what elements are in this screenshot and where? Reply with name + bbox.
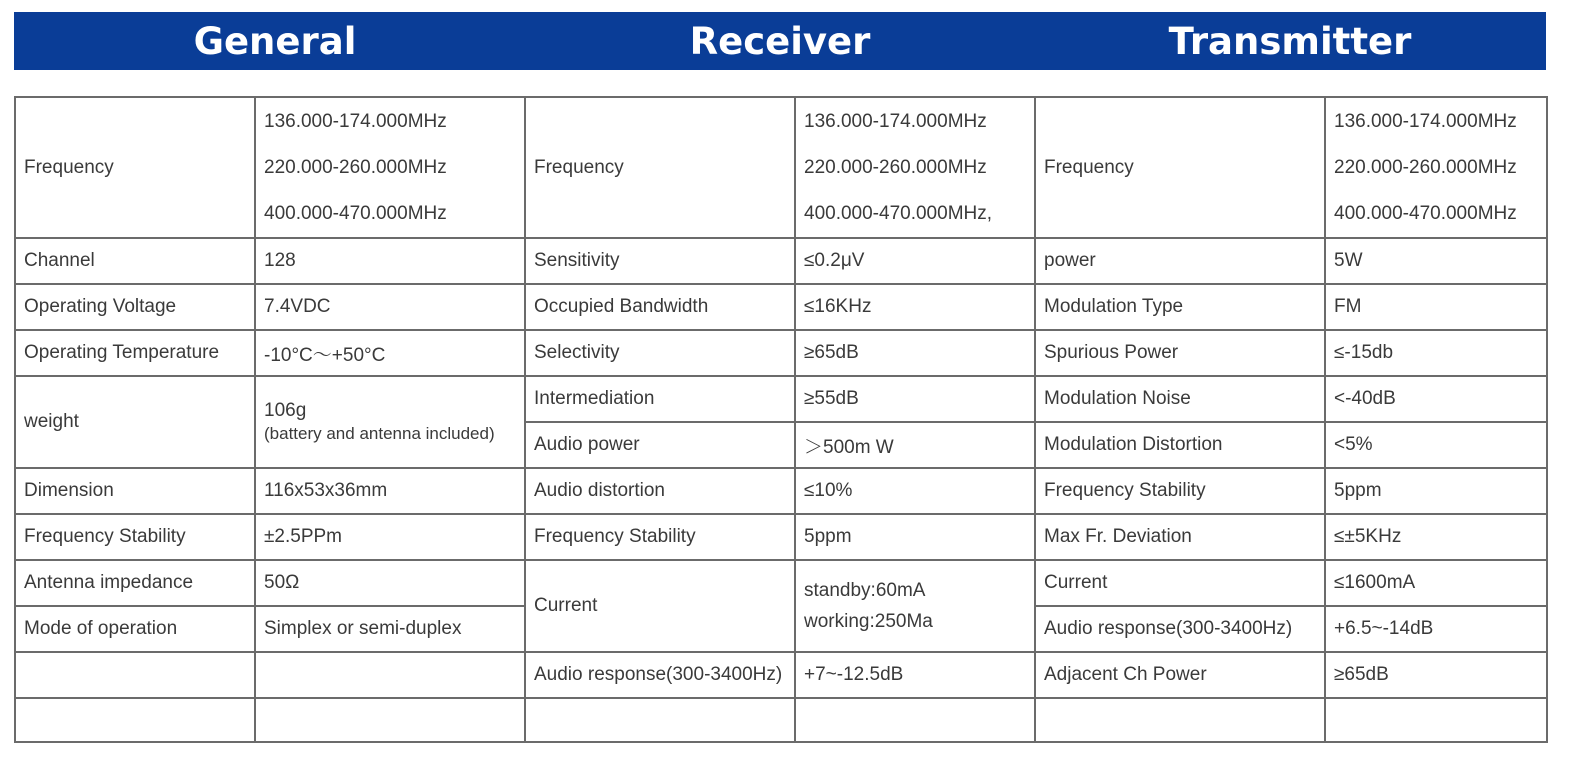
spec-value: 50Ω	[255, 560, 525, 606]
frequency-band: 220.000-260.000MHz	[264, 156, 447, 178]
receiver-current-cell	[795, 560, 1035, 652]
spec-label: Audio response(300-3400Hz)	[1035, 606, 1325, 652]
spec-label: Current	[1035, 560, 1325, 606]
empty-cell	[255, 698, 525, 742]
spec-value: standby:60mA	[804, 580, 926, 601]
spec-label: Operating Temperature	[15, 330, 255, 376]
frequency-band: 136.000-174.000MHz	[804, 110, 987, 132]
spec-value: ≤0.2μV	[795, 238, 1035, 284]
general-heading: General	[193, 20, 357, 63]
table-row	[15, 284, 1547, 330]
spec-value: 5W	[1325, 238, 1547, 284]
spec-label: Frequency Stability	[525, 514, 795, 560]
empty-cell	[15, 652, 255, 698]
spec-label: Audio distortion	[525, 468, 795, 514]
spec-label: Mode of operation	[15, 606, 255, 652]
spec-label: Antenna impedance	[15, 560, 255, 606]
empty-cell	[525, 698, 795, 742]
frequency-band: 400.000-470.000MHz,	[804, 202, 993, 224]
table-row	[15, 238, 1547, 284]
spec-value: ≥65dB	[1325, 652, 1547, 698]
spec-value: ≤16KHz	[795, 284, 1035, 330]
spec-value: -10°C～+50°C	[255, 330, 525, 376]
spec-label: power	[1035, 238, 1325, 284]
empty-cell	[795, 698, 1035, 742]
spec-label: Modulation Type	[1035, 284, 1325, 330]
table-row	[15, 560, 1547, 606]
table-row	[15, 330, 1547, 376]
spec-label: Spurious Power	[1035, 330, 1325, 376]
spec-label: Channel	[15, 238, 255, 284]
general-frequency-label: Frequency	[15, 97, 255, 238]
spec-value: ≥65dB	[795, 330, 1035, 376]
table-row	[15, 652, 1547, 698]
spec-label: Operating Voltage	[15, 284, 255, 330]
spec-label: Sensitivity	[525, 238, 795, 284]
spec-label: Dimension	[15, 468, 255, 514]
frequency-band: 136.000-174.000MHz	[1334, 110, 1517, 132]
table-row	[15, 698, 1547, 742]
spec-table	[14, 96, 1548, 743]
empty-cell	[1035, 698, 1325, 742]
spec-value: ±2.5PPm	[255, 514, 525, 560]
weight-value-cell	[255, 376, 525, 468]
spec-label: Modulation Noise	[1035, 376, 1325, 422]
spec-value: ≤±5KHz	[1325, 514, 1547, 560]
receiver-frequency-values	[795, 97, 1035, 238]
empty-cell	[255, 652, 525, 698]
spec-label: Frequency Stability	[1035, 468, 1325, 514]
spec-value: ≥55dB	[795, 376, 1035, 422]
spec-value: ≤-15db	[1325, 330, 1547, 376]
receiver-heading: Receiver	[689, 20, 871, 63]
spec-value: 5ppm	[795, 514, 1035, 560]
spec-value: 106g	[264, 400, 307, 421]
frequency-band: 400.000-470.000MHz	[264, 202, 447, 224]
spec-label: Selectivity	[525, 330, 795, 376]
spec-value: 5ppm	[1325, 468, 1547, 514]
table-row	[15, 514, 1547, 560]
spec-value: <-40dB	[1325, 376, 1547, 422]
transmitter-heading: Transmitter	[1168, 20, 1412, 63]
spec-value: ≤10%	[795, 468, 1035, 514]
spec-label: Audio response(300-3400Hz)	[525, 652, 795, 698]
spec-note: (battery and antenna included)	[264, 424, 495, 443]
spec-label: weight	[15, 376, 255, 468]
spec-label: Current	[525, 560, 795, 652]
spec-value: +7~-12.5dB	[795, 652, 1035, 698]
spec-value: +6.5~-14dB	[1325, 606, 1547, 652]
empty-cell	[15, 698, 255, 742]
spec-label: Modulation Distortion	[1035, 422, 1325, 468]
spec-value: ≤1600mA	[1325, 560, 1547, 606]
spec-value: 128	[255, 238, 525, 284]
frequency-band: 400.000-470.000MHz	[1334, 202, 1517, 224]
spec-label: Max Fr. Deviation	[1035, 514, 1325, 560]
spec-value: ＞500m W	[795, 422, 1035, 468]
frequency-band: 220.000-260.000MHz	[1334, 156, 1517, 178]
table-row	[15, 468, 1547, 514]
spec-label: Intermediation	[525, 376, 795, 422]
transmitter-frequency-label: Frequency	[1035, 97, 1325, 238]
spec-value: 7.4VDC	[255, 284, 525, 330]
spec-label: Frequency Stability	[15, 514, 255, 560]
frequency-band: 220.000-260.000MHz	[804, 156, 987, 178]
spec-label: Adjacent Ch Power	[1035, 652, 1325, 698]
transmitter-frequency-values	[1325, 97, 1547, 238]
receiver-frequency-label: Frequency	[525, 97, 795, 238]
spec-label: Occupied Bandwidth	[525, 284, 795, 330]
table-row	[15, 376, 1547, 422]
spec-value: FM	[1325, 284, 1547, 330]
spec-value: Simplex or semi-duplex	[255, 606, 525, 652]
spec-label: Audio power	[525, 422, 795, 468]
spec-value: 116x53x36mm	[255, 468, 525, 514]
empty-cell	[1325, 698, 1547, 742]
spec-value: <5%	[1325, 422, 1547, 468]
general-frequency-values	[255, 97, 525, 238]
frequency-band: 136.000-174.000MHz	[264, 110, 447, 132]
spec-value: working:250Ma	[804, 611, 933, 632]
table-row	[15, 97, 1547, 238]
